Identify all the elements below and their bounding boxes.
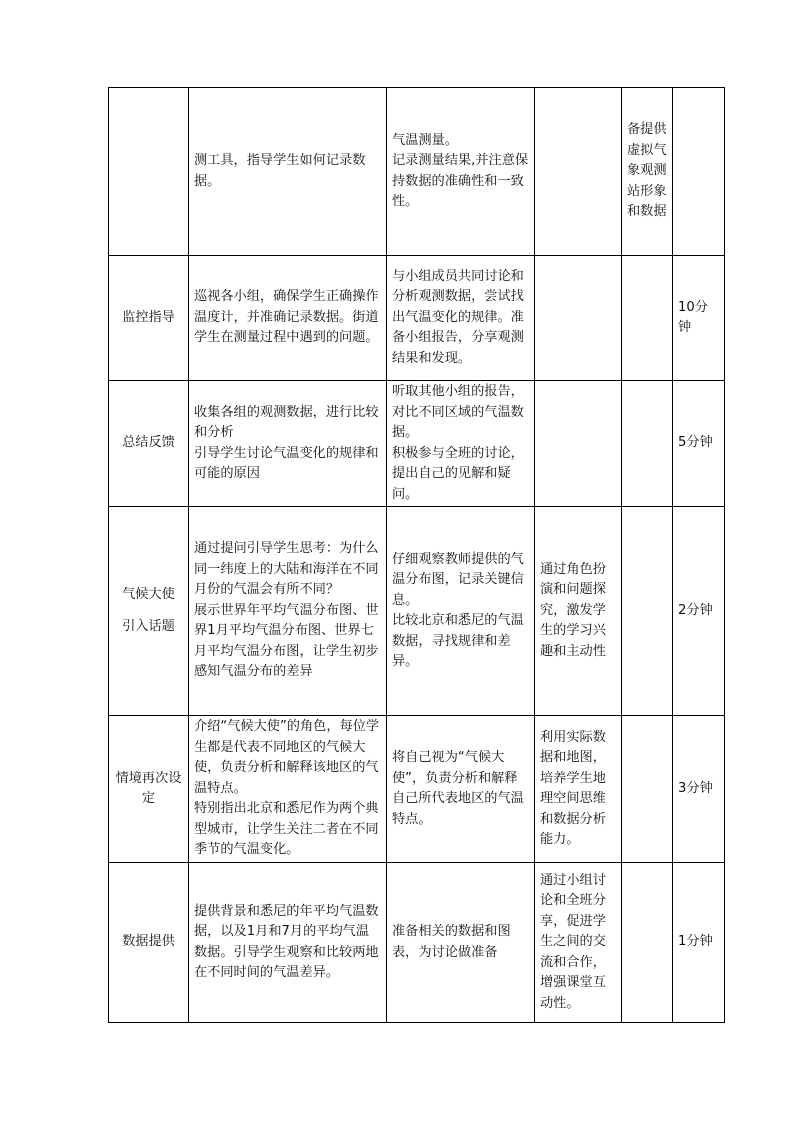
design-intent-cell [535,381,622,507]
teacher-activity-cell [189,863,387,1023]
time-cell [673,863,725,1023]
teacher-activity-text: 巡视各小组，确保学生正确操作温度计，并准确记录数据。街道学生在测量过程中遇到的问题。 [194,289,379,346]
time-text: 5分钟 [678,435,713,451]
time-cell [673,88,725,256]
resource-cell [622,381,673,507]
teacher-activity-text: 提供背景和悉尼的年平均气温数据，以及1月和7月的平均气温数据。引导学生观察和比较两地在不同时间的气温差异。 [194,903,379,980]
teacher-activity-text: 收集各组的观测数据，进行比较和分析 引导学生讨论气温变化的规律和可能的原因 [194,404,379,481]
stage-label: 情境再次设定 [115,770,182,806]
design-intent-text: 利用实际数据和地图，培养学生地理空间思维和数据分析能力。 [540,729,606,847]
teacher-activity-cell [189,716,387,863]
design-intent-text: 通过角色扮演和问题探究，激发学生的学习兴趣和主动性 [540,561,606,659]
student-activity-cell [387,507,535,716]
student-activity-text: 气温测量。 记录测量结果,并注意保持数据的准确性和一致性。 [392,132,529,209]
teacher-activity-cell [189,88,387,256]
resource-cell [622,863,673,1023]
design-intent-cell [535,507,622,716]
stage-label: 引入话题 [122,619,175,634]
teacher-activity-cell [189,507,387,716]
time-cell [673,381,725,507]
time-text: 10分钟 [678,299,708,335]
stage-label: 监控指导 [122,309,175,325]
stage-label: 总结反馈 [122,435,175,451]
time-cell [673,716,725,863]
stage-label: 气候大使 [122,586,175,602]
stage-cell [109,256,189,381]
stage-cell [109,381,189,507]
teacher-activity-text: 通过提问引导学生思考：为什么同一纬度上的大陆和海洋在不同月份的气温会有所不同？ 展示世界年平均气温分布图、世界1月平均气温分布图、世界七月平均气温分布图，让学生初步感知气温分布的差异 [194,541,379,680]
time-text: 3分钟 [678,780,713,796]
teacher-activity-text: 介绍“气候大使”的角色，每位学生都是代表不同地区的气候大使，负责分析和解释该地区的气温特点。 特别指出北京和悉尼作为两个典型城市，让学生关注二者在不同季节的气温变化。 [194,719,380,858]
resource-text: 备提供虚拟气象观测站形象和数据 [627,122,667,220]
stage-cell [109,716,189,863]
time-cell [673,256,725,381]
time-text: 1分钟 [678,934,713,950]
student-activity-text: 听取其他小组的报告，对比不同区域的气温数据。 积极参与全班的讨论，提出自己的见解和疑问。 [392,384,524,502]
stage-cell [109,507,189,716]
student-activity-text: 将自己视为“气候大使”，负责分析和解释自己所代表地区的气温特点。 [392,750,524,827]
teacher-activity-cell [189,381,387,507]
stage-label: 数据提供 [122,934,175,950]
table-row [109,716,725,863]
design-intent-text: 通过小组讨论和全班分享，促进学生之间的交流和合作，增强课堂互动性。 [540,872,606,1011]
student-activity-text: 与小组成员共同讨论和分析观测数据，尝试找出气温变化的规律。准备小组报告，分享观测结果和发现。 [392,268,524,366]
time-text: 2分钟 [678,602,713,618]
table-row [109,381,725,507]
design-intent-cell [535,256,622,381]
teacher-activity-cell [189,256,387,381]
design-intent-cell [535,863,622,1023]
resource-cell [622,88,673,256]
stage-cell [109,88,189,256]
student-activity-cell [387,381,535,507]
design-intent-cell [535,716,622,863]
teacher-activity-text: 测工具，指导学生如何记录数据。 [194,153,366,189]
table-row [109,863,725,1023]
student-activity-cell [387,716,535,863]
table-row [109,507,725,716]
student-activity-cell [387,256,535,381]
resource-cell [622,507,673,716]
student-activity-text: 准备相关的数据和图表，为讨论做准备 [392,924,511,960]
student-activity-cell [387,88,535,256]
student-activity-cell [387,863,535,1023]
table-row [109,88,725,256]
resource-cell [622,256,673,381]
table-row [109,256,725,381]
lesson-plan-table [108,87,725,1023]
student-activity-text: 仔细观察教师提供的气温分布图，记录关键信息。 比较北京和悉尼的气温数据，寻找规律和差异。 [392,551,524,669]
resource-cell [622,716,673,863]
design-intent-cell [535,88,622,256]
stage-cell [109,863,189,1023]
time-cell [673,507,725,716]
stage-label-gap [114,605,183,617]
